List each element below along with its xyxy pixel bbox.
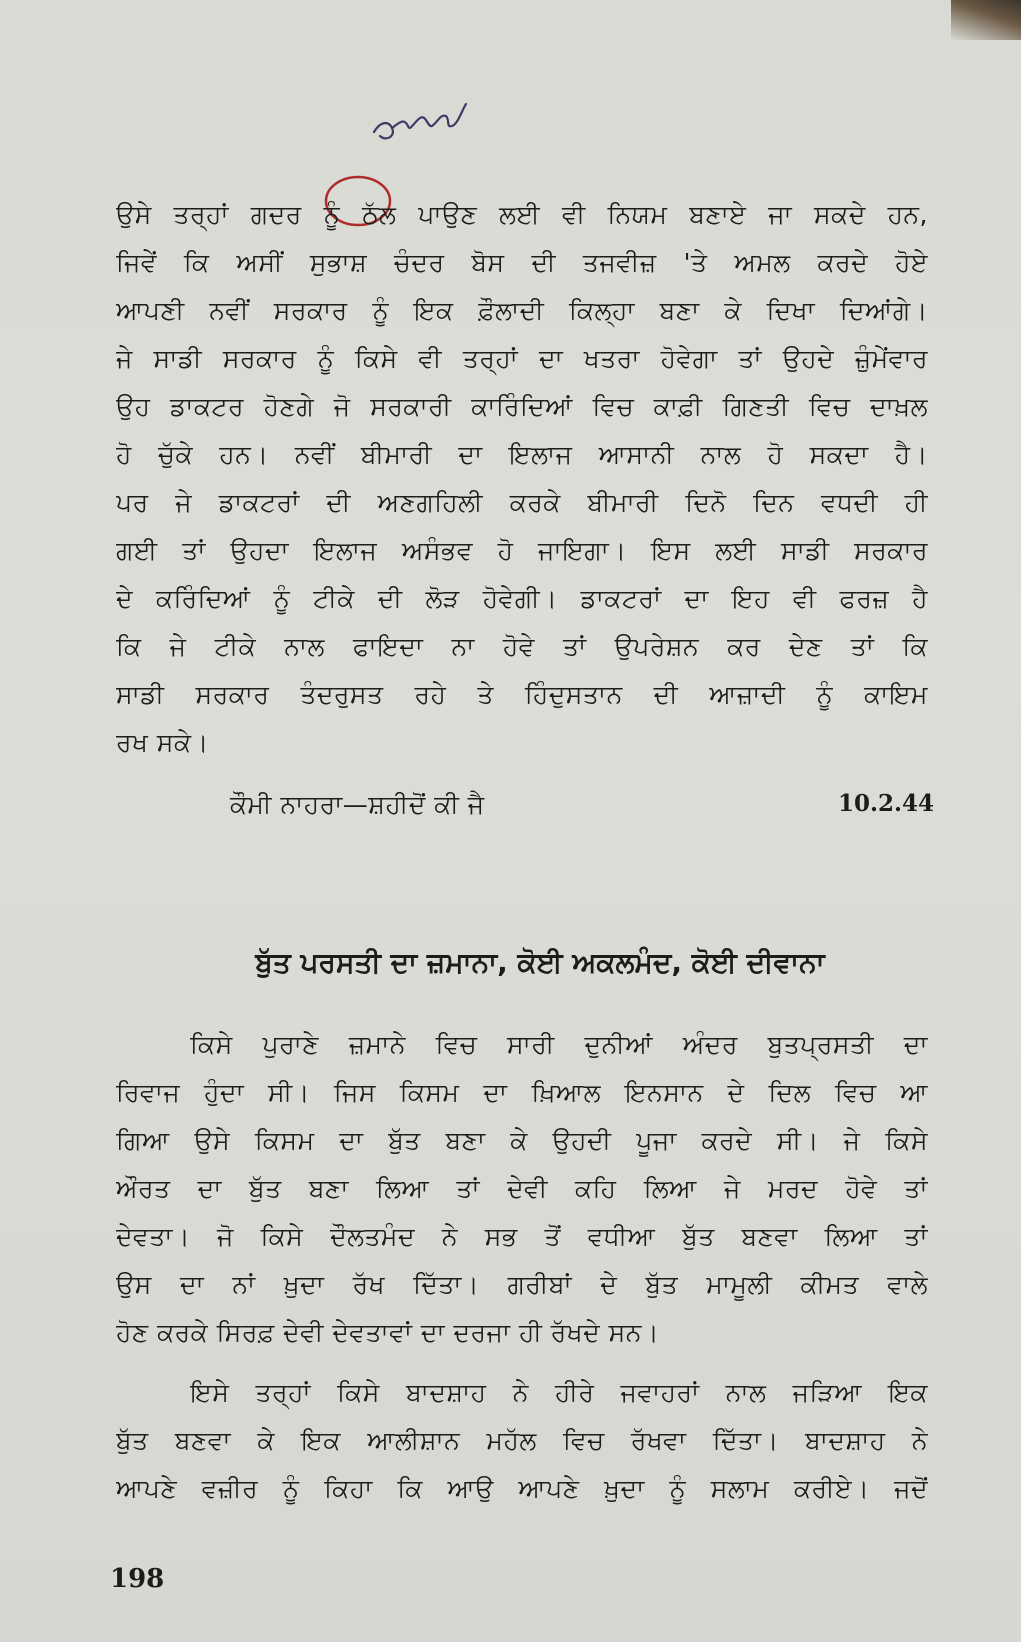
text-line: ਗਿਆ ਉਸੇ ਕਿਸਮ ਦਾ ਬੁੱਤ ਬਣਾ ਕੇ ਉਹਦੀ ਪੂਜਾ ਕਰਦੇ ਸੀ। ਜੇ ਕਿਸੇ: [116, 1126, 928, 1155]
text-line: ਉਹ ਡਾਕਟਰ ਹੋਣਗੇ ਜੋ ਸਰਕਾਰੀ ਕਾਰਿੰਦਿਆਂ ਵਿਚ ਕਾਫ਼ੀ ਗਿਣਤੀ ਵਿਚ ਦਾਖ਼ਲ: [116, 392, 928, 421]
text-line: ਪਰ ਜੇ ਡਾਕਟਰਾਂ ਦੀ ਅਣਗਹਿਲੀ ਕਰਕੇ ਬੀਮਾਰੀ ਦਿਨੋ ਦਿਨ ਵਧਦੀ ਹੀ: [116, 488, 928, 517]
text-line: ਰਖ ਸਕੇ।: [116, 728, 209, 757]
text-line: ਉਸੇ ਤਰ੍ਹਾਂ ਗਦਰ ਨੂੰ ਠੱਲ ਪਾਉਣ ਲਈ ਵੀ ਨਿਯਮ ਬਣਾਏ ਜਾ ਸਕਦੇ ਹਨ,: [116, 200, 928, 229]
text-line: ਉਸ ਦਾ ਨਾਂ ਖ਼ੁਦਾ ਰੱਖ ਦਿੱਤਾ। ਗਰੀਬਾਂ ਦੇ ਬੁੱਤ ਮਾਮੂਲੀ ਕੀਮਤ ਵਾਲੇ: [116, 1270, 928, 1299]
section-heading: ਬੁੱਤ ਪਰਸਤੀ ਦਾ ਜ਼ਮਾਨਾ, ਕੋਈ ਅਕਲਮੰਦ, ਕੋਈ ਦੀਵਾਨਾ: [255, 946, 825, 979]
text-line: ਕਿਸੇ ਪੁਰਾਣੇ ਜ਼ਮਾਨੇ ਵਿਚ ਸਾਰੀ ਦੁਨੀਆਂ ਅੰਦਰ ਬੁਤਪ੍ਰਸਤੀ ਦਾ: [190, 1030, 928, 1059]
text-line: ਦੇਵਤਾ। ਜੋ ਕਿਸੇ ਦੌਲਤਮੰਦ ਨੇ ਸਭ ਤੋਂ ਵਧੀਆ ਬੁੱਤ ਬਣਵਾ ਲਿਆ ਤਾਂ: [116, 1222, 928, 1251]
text-line: ਆਪਣੀ ਨਵੀਂ ਸਰਕਾਰ ਨੂੰ ਇਕ ਫ਼ੌਲਾਦੀ ਕਿਲ੍ਹਾ ਬਣਾ ਕੇ ਦਿਖਾ ਦਿਆਂਗੇ।: [116, 296, 928, 325]
text-line: ਹੋ ਚੁੱਕੇ ਹਨ। ਨਵੀਂ ਬੀਮਾਰੀ ਦਾ ਇਲਾਜ ਆਸਾਨੀ ਨਾਲ ਹੋ ਸਕਦਾ ਹੈ।: [116, 440, 928, 469]
slogan: ਕੌਮੀ ਨਾਹਰਾ—ਸ਼ਹੀਦੋਂ ਕੀ ਜੈ: [230, 790, 485, 819]
text-line: ਜੇ ਸਾਡੀ ਸਰਕਾਰ ਨੂੰ ਕਿਸੇ ਵੀ ਤਰ੍ਹਾਂ ਦਾ ਖਤਰਾ ਹੋਵੇਗਾ ਤਾਂ ਉਹਦੇ ਜ਼ੁੰਮੇਂਵਾਰ: [116, 344, 928, 373]
handwritten-annotation: [370, 92, 480, 162]
text-line: ਔਰਤ ਦਾ ਬੁੱਤ ਬਣਾ ਲਿਆ ਤਾਂ ਦੇਵੀ ਕਹਿ ਲਿਆ ਜੇ ਮਰਦ ਹੋਵੇ ਤਾਂ: [116, 1174, 928, 1203]
date-stamp: 10.2.44: [838, 790, 935, 817]
text-line: ਗਈ ਤਾਂ ਉਹਦਾ ਇਲਾਜ ਅਸੰਭਵ ਹੋ ਜਾਇਗਾ। ਇਸ ਲਈ ਸਾਡੀ ਸਰਕਾਰ: [116, 536, 928, 565]
text-line: ਹੋਣ ਕਰਕੇ ਸਿਰਫ਼ ਦੇਵੀ ਦੇਵਤਾਵਾਂ ਦਾ ਦਰਜਾ ਹੀ ਰੱਖਦੇ ਸਨ।: [116, 1318, 660, 1347]
text-line: ਆਪਣੇ ਵਜ਼ੀਰ ਨੂੰ ਕਿਹਾ ਕਿ ਆਉ ਆਪਣੇ ਖ਼ੁਦਾ ਨੂੰ ਸਲਾਮ ਕਰੀਏ। ਜਦੋਂ: [116, 1474, 928, 1503]
text-line: ਬੁੱਤ ਬਣਵਾ ਕੇ ਇਕ ਆਲੀਸ਼ਾਨ ਮਹੱਲ ਵਿਚ ਰੱਖਵਾ ਦਿੱਤਾ। ਬਾਦਸ਼ਾਹ ਨੇ: [116, 1426, 928, 1455]
page-number: 198: [110, 1564, 165, 1594]
text-line: ਇਸੇ ਤਰ੍ਹਾਂ ਕਿਸੇ ਬਾਦਸ਼ਾਹ ਨੇ ਹੀਰੇ ਜਵਾਹਰਾਂ ਨਾਲ ਜੜਿਆ ਇਕ: [190, 1378, 928, 1407]
text-line: ਕਿ ਜੇ ਟੀਕੇ ਨਾਲ ਫਾਇਦਾ ਨਾ ਹੋਵੇ ਤਾਂ ਉਪਰੇਸ਼ਨ ਕਰ ਦੇਣ ਤਾਂ ਕਿ: [116, 632, 928, 661]
text-line: ਰਿਵਾਜ ਹੁੰਦਾ ਸੀ। ਜਿਸ ਕਿਸਮ ਦਾ ਖ਼ਿਆਲ ਇਨਸਾਨ ਦੇ ਦਿਲ ਵਿਚ ਆ: [116, 1078, 928, 1107]
text-line: ਸਾਡੀ ਸਰਕਾਰ ਤੰਦਰੁਸਤ ਰਹੇ ਤੇ ਹਿੰਦੁਸਤਾਨ ਦੀ ਆਜ਼ਾਦੀ ਨੂੰ ਕਾਇਮ: [116, 680, 928, 709]
text-line: ਦੇ ਕਰਿੰਦਿਆਂ ਨੂੰ ਟੀਕੇ ਦੀ ਲੋੜ ਹੋਵੇਗੀ। ਡਾਕਟਰਾਂ ਦਾ ਇਹ ਵੀ ਫਰਜ਼ ਹੈ: [116, 584, 928, 613]
text-line: ਜਿਵੇਂ ਕਿ ਅਸੀਂ ਸੁਭਾਸ਼ ਚੰਦਰ ਬੋਸ ਦੀ ਤਜਵੀਜ਼ 'ਤੇ ਅਮਲ ਕਰਦੇ ਹੋਏ: [116, 248, 928, 277]
